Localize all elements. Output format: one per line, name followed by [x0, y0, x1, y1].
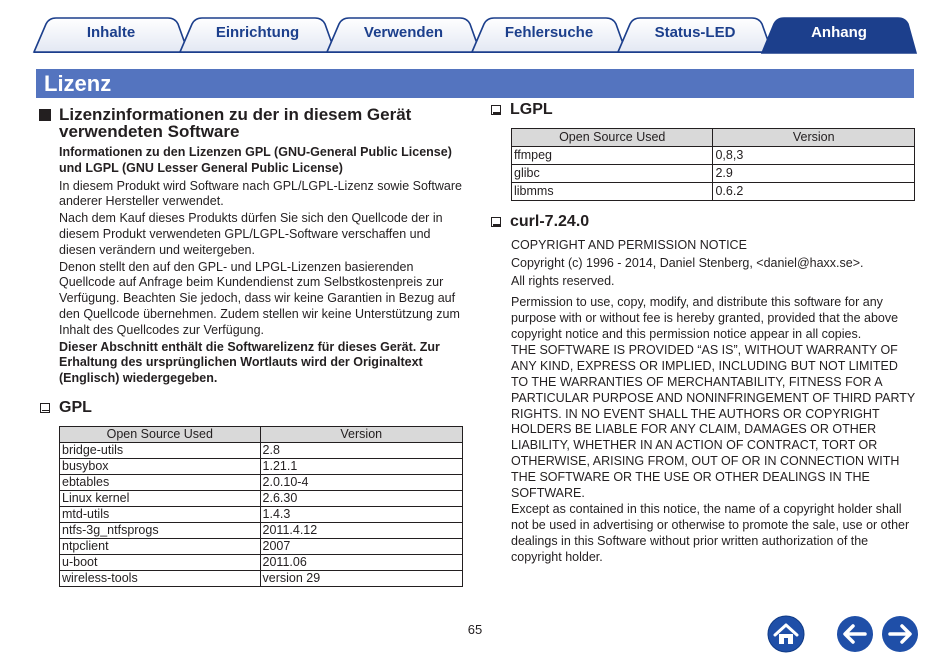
table-cell: 2011.06	[260, 554, 462, 570]
square-bullet-icon	[39, 109, 51, 121]
table-cell: u-boot	[60, 554, 261, 570]
table-row	[60, 554, 463, 570]
gpl-heading-label: GPL	[59, 398, 92, 416]
table-header-version: Version	[713, 129, 915, 147]
home-button[interactable]	[767, 615, 805, 653]
curl-heading	[490, 213, 918, 231]
lgpl-table	[511, 128, 915, 201]
table-cell: mtd-utils	[60, 506, 261, 522]
paragraph-source-request: Denon stellt den auf den GPL- und LPGL-Lizenzen basierenden Quellcode auf Anfrage beim Kundendienst zum Selbstkostenpreis zur Verfügung. Beachten Sie jedoch, dass wir keine Garantien in Bezug auf den Quellcode übernehmen. Zudem stellen wir keine Unterstützung zum Inhalt des Quellcodes zur Verfügung.	[59, 259, 460, 337]
table-header-open-source: Open Source Used	[512, 129, 713, 147]
section-title: Lizenz	[44, 71, 112, 96]
gpl-lgpl-intro: Informationen zu den Lizenzen GPL (GNU-General Public License) und LGPL (GNU Lesser General Public License)	[59, 145, 452, 175]
table-cell: ebtables	[60, 474, 261, 490]
license-info-heading	[39, 106, 465, 140]
right-column	[490, 101, 918, 566]
arrow-right-icon	[881, 615, 919, 653]
checkbox-bullet-icon	[491, 105, 501, 115]
table-cell: 2.8	[260, 442, 462, 458]
curl-copyright-line: Copyright (c) 1996 - 2014, Daniel Stenberg, <daniel@haxx.se>.	[511, 256, 864, 270]
table-cell: 2.6.30	[260, 490, 462, 506]
table-header-version: Version	[260, 426, 462, 442]
paragraph-original-text-note: Dieser Abschnitt enthält die Softwarelizenz für dieses Gerät. Zur Erhaltung des ursprünglichen Wortlauts wird der Originaltext (Englisch) wiedergegeben.	[59, 339, 440, 386]
curl-permission-paragraph: Permission to use, copy, modify, and distribute this software for any purpose with or without fee is hereby granted, provided that the above copyright notice and this permission notice appear in all copies.	[511, 295, 899, 341]
table-row	[60, 506, 463, 522]
table-cell: bridge-utils	[60, 442, 261, 458]
table-cell: 2011.4.12	[260, 522, 462, 538]
tab-verwenden-label: Verwenden	[363, 24, 444, 41]
table-cell: Linux kernel	[60, 490, 261, 506]
tab-anhang-label: Anhang	[811, 24, 867, 41]
left-column	[39, 106, 465, 587]
curl-copyright-notice: COPYRIGHT AND PERMISSION NOTICE	[511, 238, 747, 252]
table-row	[60, 490, 463, 506]
checkbox-bullet-icon	[40, 403, 50, 413]
back-button[interactable]	[836, 615, 874, 653]
chapter-tab-bar	[0, 0, 950, 56]
table-cell: ntpclient	[60, 538, 261, 554]
forward-button[interactable]	[881, 615, 919, 653]
table-cell: 2.9	[713, 165, 915, 183]
curl-rights-reserved: All rights reserved.	[511, 274, 615, 288]
gpl-table	[59, 426, 463, 587]
lgpl-heading	[490, 101, 918, 119]
page-number: 65	[467, 622, 483, 637]
table-cell: 0,8,3	[713, 147, 915, 165]
table-cell: 1.4.3	[260, 506, 462, 522]
table-cell: 0.6.2	[713, 183, 915, 201]
table-row	[60, 442, 463, 458]
curl-warranty-paragraph: THE SOFTWARE IS PROVIDED “AS IS”, WITHOUT WARRANTY OF ANY KIND, EXPRESS OR IMPLIED, INCLUDING BUT NOT LIMITED TO THE WARRANTIES OF MERCHANTABILITY, FITNESS FOR A PARTICULAR PURPOSE AND NONINFRINGEMENT OF THIRD PARTY RIGHTS. IN NO EVENT SHALL THE AUTHORS OR COPYRIGHT HOLDERS BE LIABLE FOR ANY CLAIM, DAMAGES OR OTHER LIABILITY, WHETHER IN AN ACTION OF CONTRACT, TORT OR OTHERWISE, ARISING FROM, OUT OF OR IN CONNECTION WITH THE SOFTWARE OR THE USE OR OTHER DEALINGS IN THE SOFTWARE.	[511, 343, 915, 500]
table-row	[512, 183, 915, 201]
table-row	[60, 474, 463, 490]
gpl-heading	[39, 399, 465, 417]
home-icon	[767, 615, 805, 653]
lgpl-heading-label: LGPL	[510, 101, 553, 118]
tab-fehlersuche-label: Fehlersuche	[504, 24, 594, 41]
checkbox-bullet-icon	[491, 217, 501, 227]
table-cell: 1.21.1	[260, 458, 462, 474]
section-title-bar	[36, 69, 914, 98]
table-row	[512, 165, 915, 183]
paragraph-software-usage: In diesem Produkt wird Software nach GPL/LGPL-Lizenz sowie Software anderer Hersteller verwendet.	[59, 178, 462, 209]
table-header-open-source: Open Source Used	[60, 426, 261, 442]
paragraph-source-rights: Nach dem Kauf dieses Produkts dürfen Sie sich den Quellcode der in diesem Produkt verwendeten GPL/LGPL-Software verschaffen und diesen verändern und weitergeben.	[59, 211, 443, 257]
table-row	[512, 147, 915, 165]
table-cell: version 29	[260, 570, 462, 586]
table-cell: wireless-tools	[60, 570, 261, 586]
table-cell: 2.0.10-4	[260, 474, 462, 490]
table-cell: ntfs-3g_ntfsprogs	[60, 522, 261, 538]
tab-inhalte-label: Inhalte	[86, 24, 136, 41]
table-header-row	[60, 426, 463, 442]
table-row	[60, 522, 463, 538]
table-cell: glibc	[512, 165, 713, 183]
table-cell: ffmpeg	[512, 147, 713, 165]
table-header-row	[512, 129, 915, 147]
license-info-heading-line1: Lizenzinformationen zu der in diesem Gerät	[59, 105, 412, 124]
table-cell: libmms	[512, 183, 713, 201]
license-info-heading-line2: verwendeten Software	[59, 122, 240, 141]
tab-status-led-label: Status-LED	[654, 24, 736, 41]
table-cell: busybox	[60, 458, 261, 474]
table-row	[60, 458, 463, 474]
table-cell: 2007	[260, 538, 462, 554]
curl-heading-label: curl-7.24.0	[510, 213, 590, 230]
table-row	[60, 538, 463, 554]
arrow-left-icon	[836, 615, 874, 653]
table-row	[60, 570, 463, 586]
curl-name-usage-paragraph: Except as contained in this notice, the name of a copyright holder shall not be used in advertising or otherwise to promote the sale, use or other dealings in this Software without prior written authorization of the copyright holder.	[511, 502, 910, 564]
tab-einrichtung-label: Einrichtung	[215, 24, 300, 41]
